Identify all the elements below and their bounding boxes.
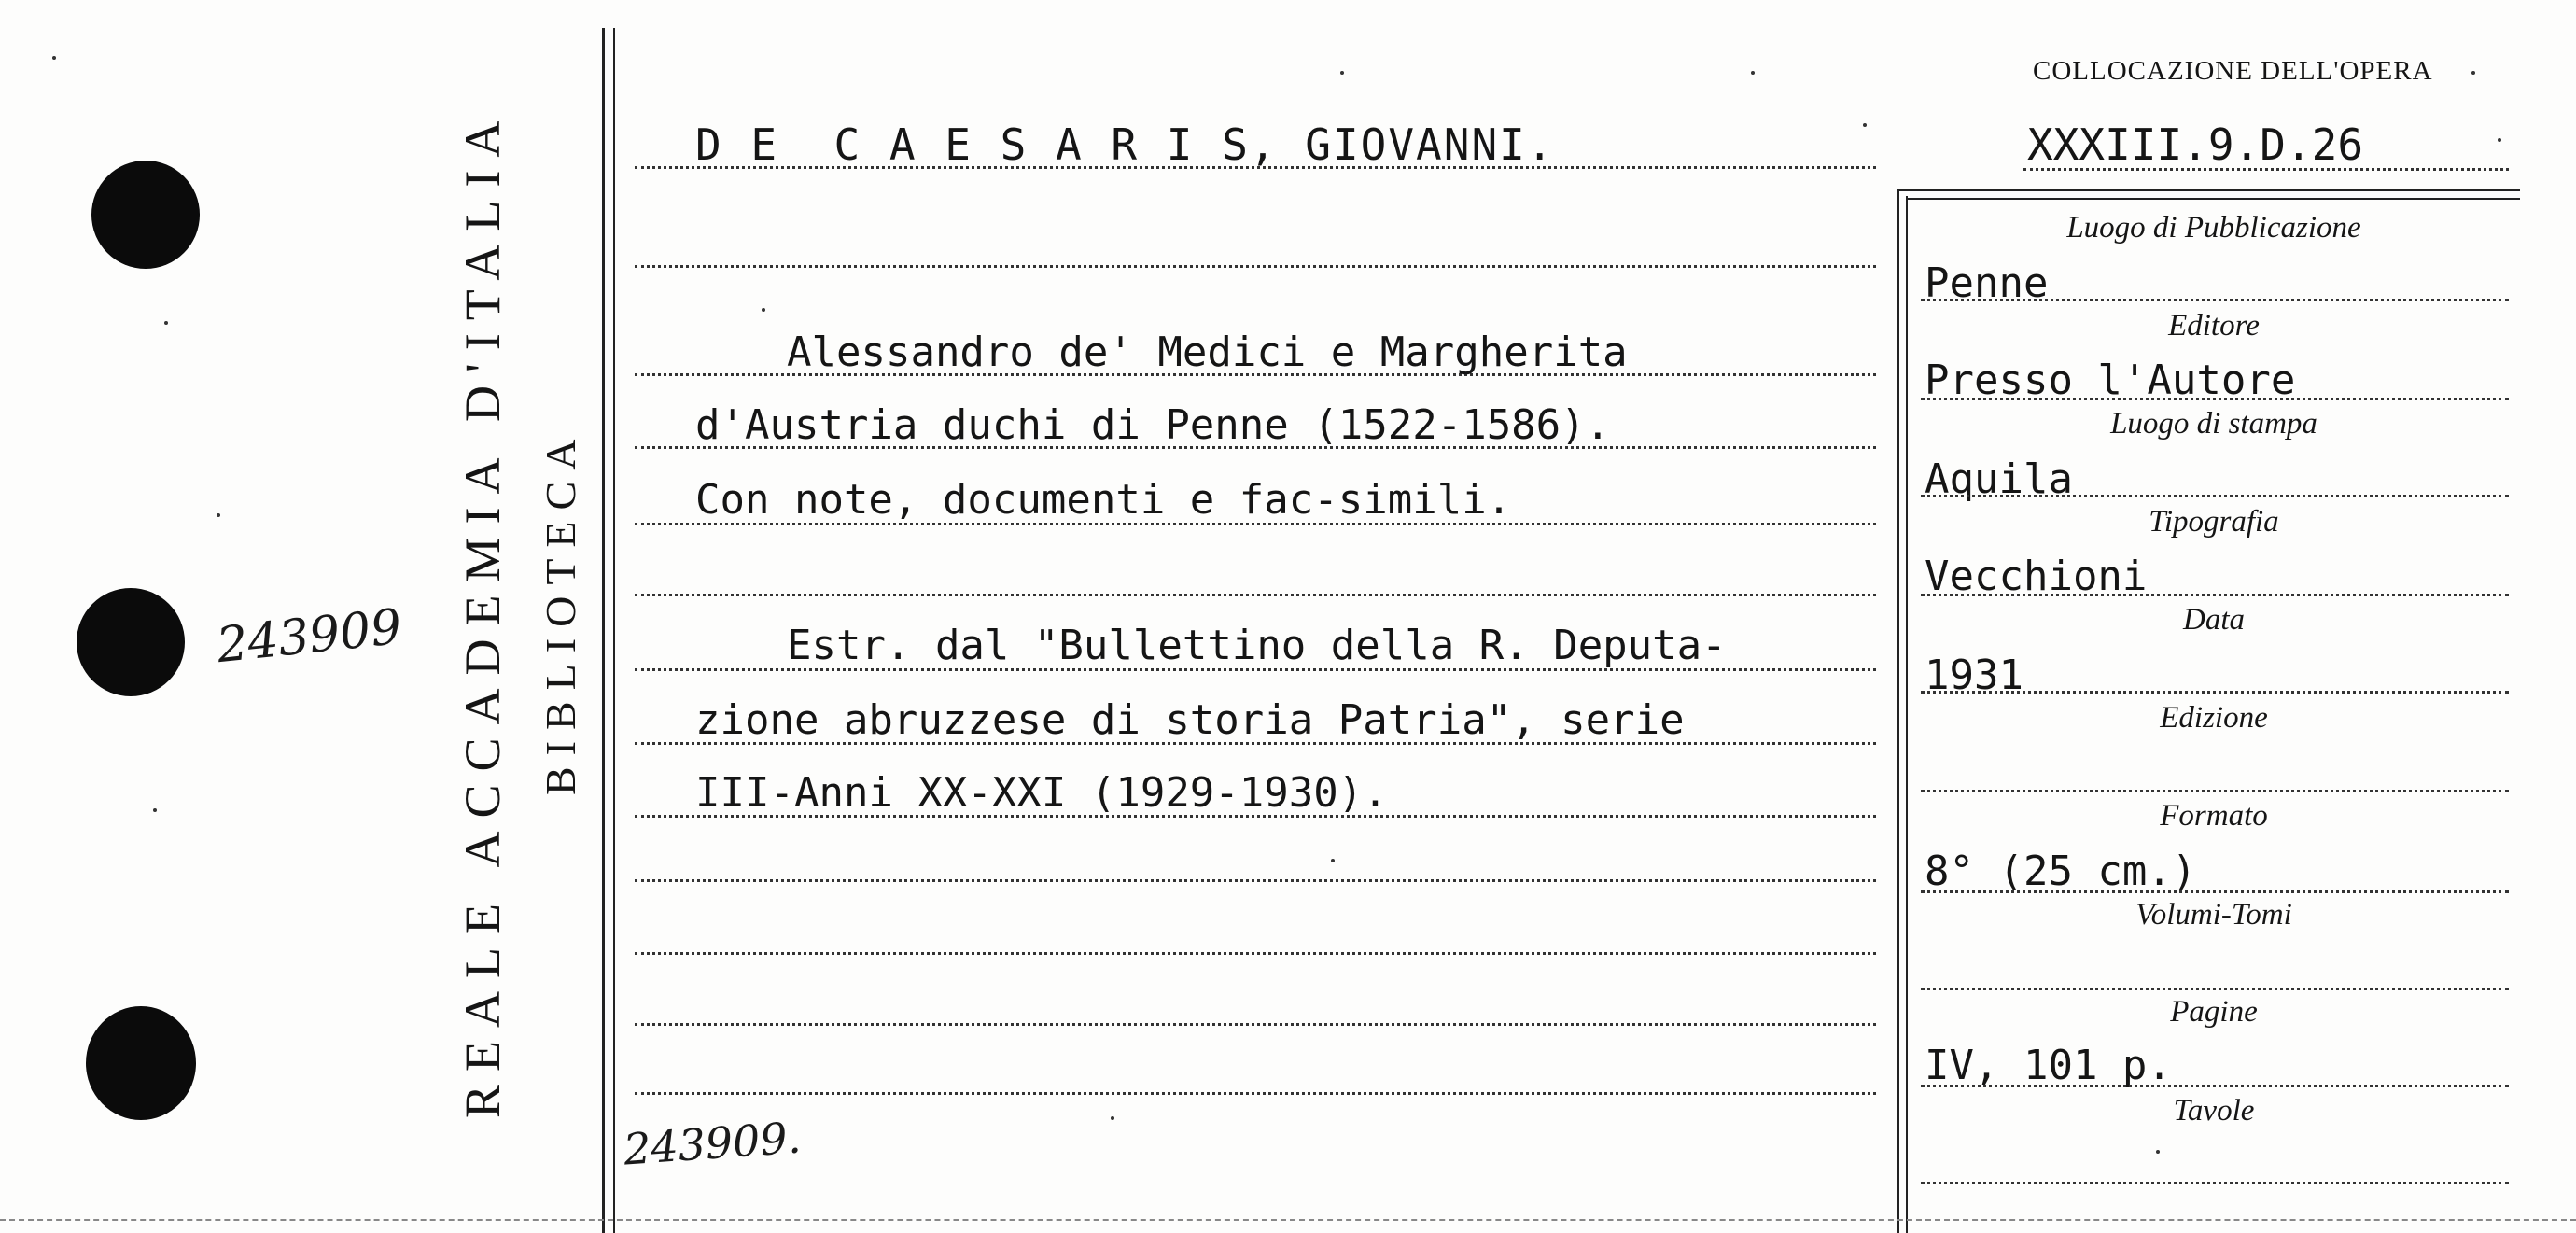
right-panel-border bbox=[1897, 189, 1899, 1233]
scan-speck bbox=[2498, 138, 2501, 142]
label-tavole: Tavole bbox=[2173, 1094, 2255, 1128]
right-panel-top-rule bbox=[1897, 189, 2520, 191]
ruled-line bbox=[635, 166, 1876, 169]
label-volumi-tomi: Volumi-Tomi bbox=[2135, 898, 2292, 932]
field-rule bbox=[1921, 691, 2509, 694]
scan-speck bbox=[2156, 1150, 2160, 1154]
field-rule bbox=[1921, 790, 2509, 792]
title-line-3: Con note, documenti e fac-simili. bbox=[695, 476, 1512, 524]
label-luogo-stampa: Luogo di stampa bbox=[2110, 407, 2317, 441]
right-panel-top-rule-inner bbox=[1906, 198, 2520, 200]
scan-speck bbox=[52, 56, 56, 60]
field-rule bbox=[1921, 398, 2509, 400]
punch-hole-bottom bbox=[86, 1006, 196, 1120]
collocazione-label: COLLOCAZIONE DELL'OPERA bbox=[2033, 56, 2433, 86]
scan-speck bbox=[1863, 123, 1867, 127]
scan-speck bbox=[2471, 71, 2475, 75]
scan-speck bbox=[1751, 71, 1755, 75]
field-rule bbox=[1921, 1182, 2509, 1184]
right-panel-border-inner bbox=[1906, 196, 1908, 1233]
field-rule bbox=[1921, 988, 2509, 990]
field-rule bbox=[1921, 1085, 2509, 1087]
label-formato: Formato bbox=[2160, 799, 2268, 833]
library-name: BIBLIOTECA bbox=[537, 427, 584, 795]
label-editore: Editore bbox=[2168, 309, 2260, 343]
field-rule bbox=[1921, 495, 2509, 497]
field-rule bbox=[1921, 890, 2509, 893]
bottom-inventory-number: 243909. bbox=[622, 1112, 803, 1175]
scan-speck bbox=[164, 321, 168, 325]
title-line-1: Alessandro de' Medici e Margherita bbox=[787, 329, 1628, 376]
note-line-1: Estr. dal "Bullettino della R. Deputa- bbox=[787, 622, 1727, 669]
ruled-line bbox=[635, 594, 1876, 596]
field-rule bbox=[1921, 594, 2509, 596]
label-tipografia: Tipografia bbox=[2149, 505, 2279, 539]
bottom-edge-rule bbox=[0, 1219, 2576, 1221]
scan-speck bbox=[762, 308, 765, 312]
value-luogo-stampa: Aquila bbox=[1925, 455, 2073, 503]
shelfmark: XXXIII.9.D.26 bbox=[2027, 119, 2364, 170]
scan-speck bbox=[1111, 1116, 1114, 1120]
institution-name: REALE ACCADEMIA D'ITALIA bbox=[455, 107, 511, 1118]
ruled-line bbox=[635, 879, 1876, 882]
value-pagine: IV, 101 p. bbox=[1925, 1042, 2172, 1089]
scan-speck bbox=[1331, 859, 1335, 862]
note-line-2: zione abruzzese di storia Patria", serie bbox=[695, 696, 1685, 744]
scan-speck bbox=[153, 808, 157, 812]
label-edizione: Edizione bbox=[2160, 701, 2268, 735]
field-rule bbox=[1921, 299, 2509, 301]
label-pagine: Pagine bbox=[2170, 995, 2258, 1029]
value-editore: Presso l'Autore bbox=[1925, 357, 2296, 404]
ruled-line bbox=[635, 1023, 1876, 1026]
value-data: 1931 bbox=[1925, 652, 2023, 699]
ruled-line bbox=[635, 265, 1876, 268]
scan-speck bbox=[217, 513, 220, 517]
scan-speck bbox=[1340, 71, 1344, 75]
ruled-line bbox=[635, 1092, 1876, 1095]
value-tipografia: Vecchioni bbox=[1925, 553, 2148, 600]
margin-inventory-number: 243909 bbox=[214, 598, 405, 675]
shelfmark-rule bbox=[2023, 168, 2509, 171]
note-line-3: III-Anni XX-XXI (1929-1930). bbox=[695, 769, 1388, 817]
punch-hole-top bbox=[91, 161, 200, 269]
label-luogo-pubblicazione: Luogo di Pubblicazione bbox=[2066, 211, 2361, 245]
left-border-rule-inner bbox=[613, 28, 615, 1233]
ruled-line bbox=[635, 952, 1876, 955]
punch-hole-middle bbox=[77, 588, 185, 696]
value-luogo-pubblicazione: Penne bbox=[1925, 259, 2049, 307]
title-line-2: d'Austria duchi di Penne (1522-1586). bbox=[695, 401, 1611, 449]
author-heading: D E C A E S A R I S, GIOVANNI. bbox=[695, 119, 1555, 170]
left-border-rule bbox=[602, 28, 605, 1233]
label-data: Data bbox=[2183, 603, 2245, 637]
value-formato: 8° (25 cm.) bbox=[1925, 848, 2197, 895]
